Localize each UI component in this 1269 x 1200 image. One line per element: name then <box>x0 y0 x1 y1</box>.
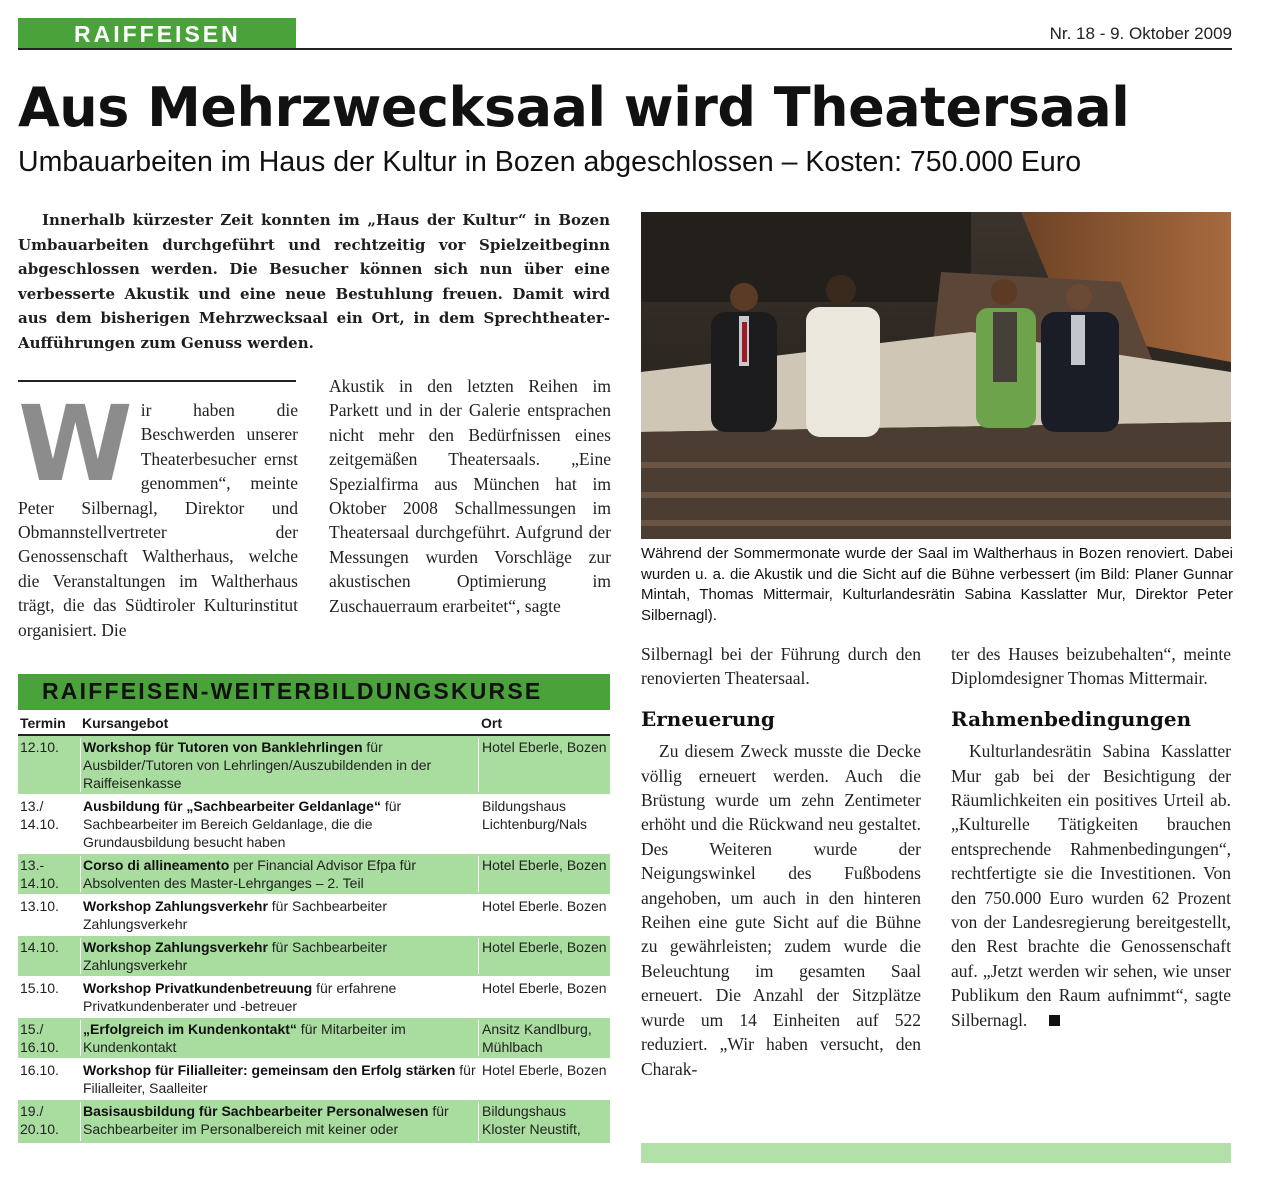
course-place: Hotel Eberle, Bozen <box>478 979 610 1015</box>
course-date: 13./ 14.10. <box>20 798 59 832</box>
header-termin: Termin <box>20 715 66 731</box>
courses-title: RAIFFEISEN-WEITERBILDUNGSKURSE <box>18 674 610 710</box>
theatre-photo-illustration <box>641 212 1231 539</box>
course-place: Ansitz Kandlburg, Mühlbach <box>478 1020 610 1056</box>
table-row <box>18 1059 610 1100</box>
table-row <box>18 936 610 977</box>
course-date: 13.- 14.10. <box>20 857 59 891</box>
lead-paragraph: Innerhalb kürzester Zeit konnten im „Haus der Kultur“ in Bozen Umbauarbeiten durchgeführt und rechtzeitig vor Spielzeitbeginn abgeschlossen werden. Die Besucher können sich nun über eine verbesserte Akustik und eine neue Bestuhlung freuen. Damit wird aus dem bisherigen Mehrzwecksaal ein Ort, in dem Sprechtheater-Aufführungen zum Genuss werden. <box>18 211 610 352</box>
course-title: Workshop Privatkundenbetreuung <box>83 980 313 996</box>
table-row <box>18 977 610 1018</box>
article-column-4 <box>951 642 1231 1032</box>
course-place: Bildungshaus Lichtenburg/Nals <box>478 797 610 851</box>
course-title: Workshop für Tutoren von Banklehrlingen <box>83 739 363 755</box>
column-rule <box>18 380 296 382</box>
section-heading-erneuerung: Erneuerung <box>641 706 775 731</box>
course-offer <box>80 797 478 851</box>
end-mark <box>1049 1015 1060 1026</box>
course-title: Workshop Zahlungsverkehr <box>83 898 268 914</box>
brand-label: RAIFFEISEN <box>18 18 296 48</box>
course-offer <box>80 979 478 1015</box>
article-column-3 <box>641 642 921 1081</box>
course-date: 12.10. <box>20 739 59 755</box>
course-place: Hotel Eberle, Bozen <box>478 856 610 892</box>
photo-caption: Während der Sommermonate wurde der Saal im Waltherhaus in Bozen renoviert. Dabei wurden u. a. die Akustik und die Sicht auf die Bühne verbessert (im Bild: Planer Gunnar Mintah, Thomas Mittermair, Kulturlandesrätin Sabina Kasslatter Mur, Direktor Peter Silbernagl). <box>641 545 1233 624</box>
course-description: für Sachbearbeiter Zahlungsverkehr <box>83 898 387 932</box>
header-kursangebot: Kursangebot <box>82 715 169 731</box>
course-offer <box>80 738 478 792</box>
course-place: Hotel Eberle. Bozen <box>478 897 610 933</box>
course-description: für Filialleiter, Saalleiter <box>83 1062 476 1096</box>
course-description: für Sachbearbeiter Zahlungsverkehr <box>83 939 387 973</box>
table-row <box>18 1100 610 1144</box>
table-row <box>18 795 610 854</box>
course-offer <box>80 938 478 974</box>
course-offer <box>80 856 478 892</box>
course-place: Bildungshaus Kloster Neustift, <box>478 1102 610 1141</box>
course-offer <box>80 1061 478 1097</box>
course-offer <box>80 1020 478 1056</box>
course-date: 15.10. <box>20 980 59 996</box>
course-title: „Erfolgreich im Kundenkontakt“ <box>83 1021 297 1037</box>
course-place: Hotel Eberle, Bozen <box>478 1061 610 1097</box>
column-4-intro: ter des Hauses beizubehalten“, meinte Diplomdesigner Thomas Mittermair. <box>951 644 1231 689</box>
course-offer <box>80 1102 478 1141</box>
subtitle: Umbauarbeiten im Haus der Kultur in Bozen abgeschlossen – Kosten: 750.000 Euro <box>18 146 1082 178</box>
column-3-body: Zu diesem Zweck musste die Decke völlig erneuert werden. Auch die Brüstung wurde um zehn Zentimeter erhöht und die Rückwand neu gestaltet. Des Weiteren wurde der Neigungswinkel des Fußbodens angehoben, um auch in den hinteren Reihen eine gute Sicht auf die Bühne zu gewährleisten; zudem wurde die Beleuchtung im gesamten Saal erneuert. Die Anzahl der Sitzplätze wurde um 14 Einheiten auf 522 reduziert. „Wir haben versucht, den Charak- <box>641 741 921 1079</box>
column-4-body: Kulturlandesrätin Sabina Kasslatter Mur gab bei der Besichtigung der Räumlichkeiten ein positives Urteil ab. „Kulturelle Tätigkeiten brauchen entsprechende Rahmenbedingungen“, rechtfertigte sie die Investitionen. Von den 750.000 Euro wurden 62 Prozent von der Landesregierung bereitgestellt, den Rest brachte die Genossenschaft auf. „Jetzt werden wir sehen, wie unser Publikum den Raum aufnimmt“, sagte Silbernagl. <box>951 741 1231 1030</box>
course-date: 16.10. <box>20 1062 59 1078</box>
course-description: für Ausbilder/Tutoren von Lehrlingen/Auszubildenden in der Raiffeisenkasse <box>83 739 432 791</box>
article-column-2 <box>329 374 611 618</box>
course-offer <box>80 897 478 933</box>
article-column-1 <box>18 383 298 642</box>
course-description: für erfahrene Privatkundenberater und -betreuer <box>83 980 397 1014</box>
courses-table-header <box>18 710 610 736</box>
course-description: für Mitarbeiter im Kundenkontakt <box>83 1021 406 1055</box>
footer-green-bar <box>641 1143 1231 1163</box>
course-title: Corso di allineamento <box>83 857 230 873</box>
table-row <box>18 1018 610 1059</box>
page-title: Aus Mehrzwecksaal wird Theatersaal <box>18 76 1130 139</box>
column-3-intro: Silbernagl bei der Führung durch den renovierten Theatersaal. <box>641 644 921 689</box>
course-date: 19./ 20.10. <box>20 1103 59 1137</box>
course-description: per Financial Advisor Efpa für Absolventen des Master-Lehrganges – 2. Teil <box>83 857 417 891</box>
table-row <box>18 736 610 795</box>
table-row <box>18 895 610 936</box>
issue-date: Nr. 18 - 9. Oktober 2009 <box>1049 24 1232 43</box>
course-place: Hotel Eberle, Bozen <box>478 938 610 974</box>
course-title: Basisausbildung für Sachbearbeiter Personalwesen <box>83 1103 429 1119</box>
course-place: Hotel Eberle, Bozen <box>478 738 610 792</box>
masthead-bar <box>18 18 1232 50</box>
course-title: Ausbildung für „Sachbearbeiter Geldanlage“ <box>83 798 381 814</box>
courses-table-body <box>18 736 610 1144</box>
course-description: für Sachbearbeiter im Personalbereich mit keiner oder <box>83 1103 449 1137</box>
column-1-text: ir haben die Beschwerden unserer Theaterbesucher ernst genommen“, meinte Peter Silbernagl, Direktor und Obmannstellvertreter der Genossenschaft Waltherhaus, welche die Veranstaltungen im Waltherhaus trägt, die das Südtiroler Kulturinstitut organisiert. Die <box>18 400 298 640</box>
course-title: Workshop Zahlungsverkehr <box>83 939 268 955</box>
column-4-paragraph <box>951 739 1231 1032</box>
table-row <box>18 854 610 895</box>
drop-cap: W <box>18 383 133 505</box>
column-2-text: Akustik in den letzten Reihen im Parkett und in der Galerie entsprachen nicht mehr den Bedürfnissen eines zeitgemäßen Theatersaals. „Eine Spezialfirma aus München hat im Oktober 2008 Schallmessungen im Theatersaal durchgeführt. Aufgrund der Messungen wurden Vorschläge zur akustischen Optimierung im Zuschauerraum erarbeitet“, sagte <box>329 376 611 616</box>
course-date: 15./ 16.10. <box>20 1021 59 1055</box>
courses-box <box>18 674 610 1144</box>
course-date: 14.10. <box>20 939 59 955</box>
course-description: für Sachbearbeiter im Bereich Geldanlage, die die Grundausbildung besucht haben <box>83 798 402 850</box>
section-heading-rahmenbedingungen: Rahmenbedingungen <box>951 706 1192 731</box>
course-date: 13.10. <box>20 898 59 914</box>
course-title: Workshop für Filialleiter: gemeinsam den Erfolg stärken <box>83 1062 456 1078</box>
article-photo <box>641 212 1231 539</box>
header-ort: Ort <box>481 715 502 731</box>
